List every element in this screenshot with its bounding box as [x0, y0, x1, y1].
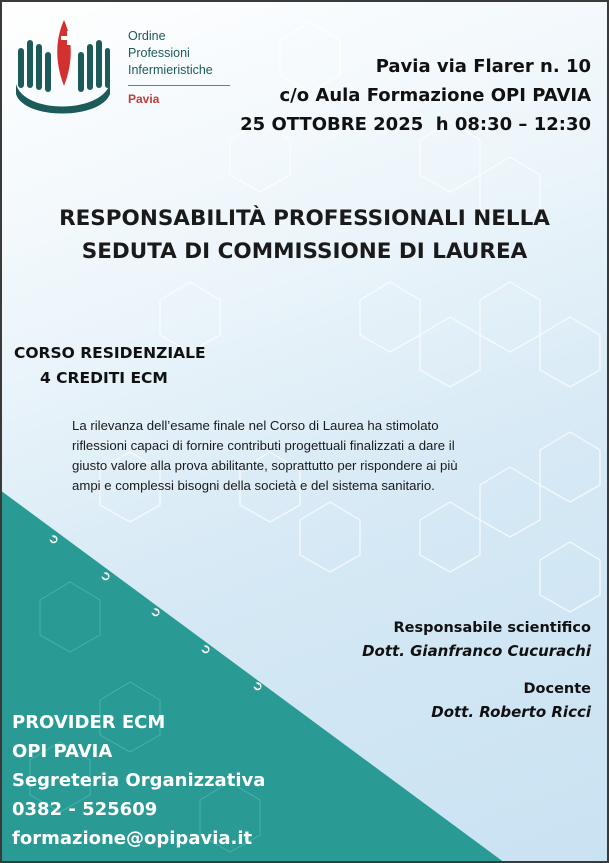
description-line: La rilevanza dell’esame finale nel Corso di Laurea ha stimolato — [72, 418, 439, 433]
org-name-line1: Ordine — [128, 29, 166, 43]
teacher-name: Dott. Roberto Ricci — [431, 703, 591, 721]
course-credits: 4 CREDITI ECM — [40, 369, 168, 387]
org-name-line2: Professioni — [128, 46, 190, 60]
provider-phone: 0382 - 525609 — [12, 799, 158, 820]
provider-line3: Segreteria Organizzativa — [12, 770, 266, 791]
event-title-line1: RESPONSABILITÀ PROFESSIONALI NELLA — [59, 206, 550, 231]
org-name — [128, 28, 213, 79]
teacher-label: Docente — [523, 681, 591, 697]
roles-block — [362, 617, 591, 724]
org-city: Pavia — [128, 92, 160, 106]
description-line: ampi e complessi bisogni della società e del sistema sanitario. — [72, 478, 435, 493]
arrow-glyph-icon: ➲ — [96, 567, 114, 586]
opi-hands-logo-icon — [12, 14, 112, 120]
provider-line2: OPI PAVIA — [12, 741, 113, 762]
org-divider — [128, 85, 230, 86]
venue-block — [240, 52, 591, 139]
arrow-glyph-icon: ➲ — [44, 530, 62, 549]
arrow-glyph-icon: ➲ — [146, 603, 164, 622]
provider-email[interactable]: formazione@opipavia.it — [12, 828, 253, 849]
provider-block — [12, 708, 265, 853]
scientific-lead-label: Responsabile scientifico — [393, 620, 591, 636]
event-title-line2: SEDUTA DI COMMISSIONE DI LAUREA — [81, 239, 528, 264]
course-type: CORSO RESIDENZIALE — [14, 344, 206, 362]
org-name-line3: Infermieristiche — [128, 63, 213, 77]
arrow-glyph-icon: ➲ — [248, 677, 266, 696]
event-title — [0, 202, 609, 268]
event-description — [72, 416, 542, 496]
venue-room: c/o Aula Formazione OPI PAVIA — [279, 85, 591, 106]
arrow-glyph-icon: ➲ — [196, 640, 214, 659]
description-line: riflessioni capaci di fornire contributi progettuali finalizzati a dare il — [72, 438, 455, 453]
venue-address: Pavia via Flarer n. 10 — [375, 56, 591, 77]
provider-line1: PROVIDER ECM — [12, 712, 166, 733]
venue-date-time: 25 OTTOBRE 2025 h 08:30 – 12:30 — [240, 114, 591, 135]
scientific-lead-name: Dott. Gianfranco Cucurachi — [362, 642, 591, 660]
course-info — [14, 341, 206, 391]
description-line: giusto valore alla prova abilitante, soprattutto per rispondere ai più — [72, 458, 458, 473]
